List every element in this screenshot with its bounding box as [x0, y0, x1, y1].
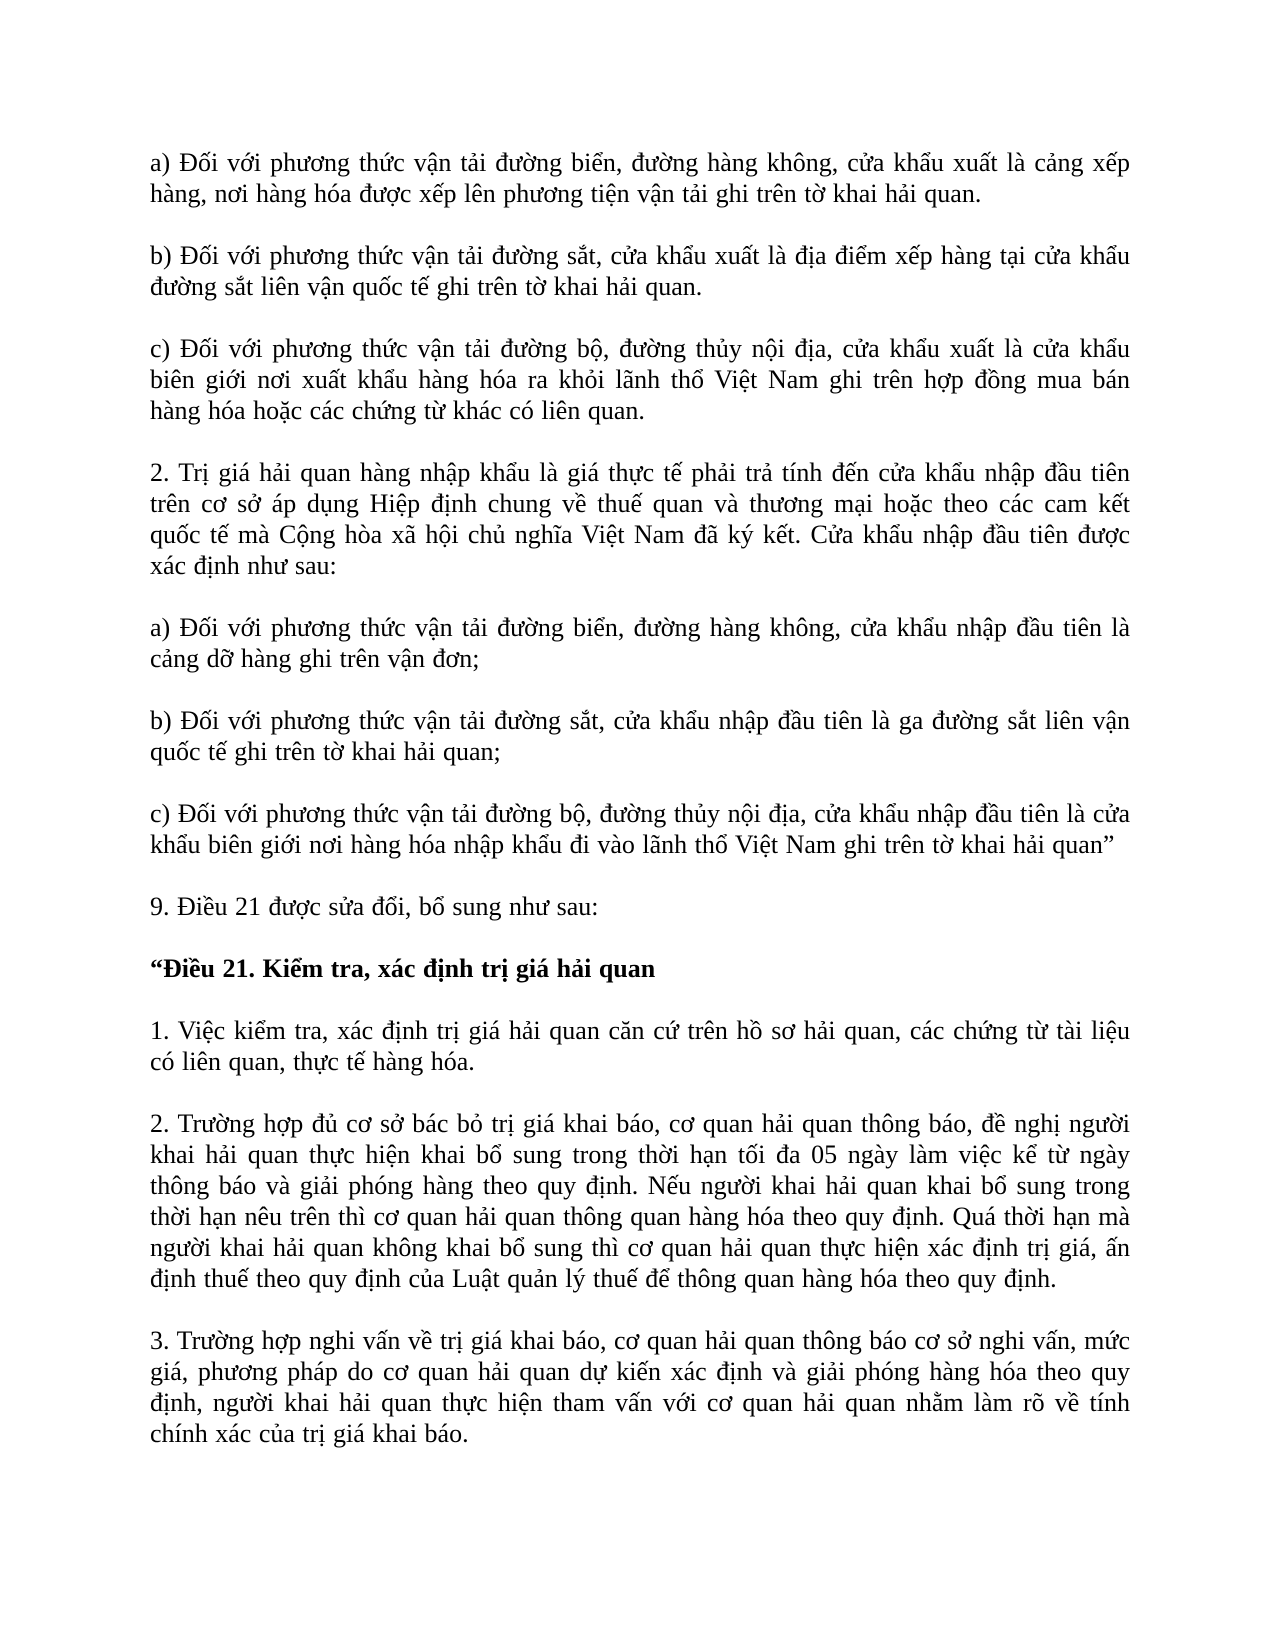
paragraph-point-b-export: b) Đối với phương thức vận tải đường sắt, cửa khẩu xuất là địa điểm xếp hàng tại cửa khẩu đường sắt liên vận quốc tế ghi trên tờ khai hải quan.: [150, 241, 1130, 301]
paragraph-article21-clause-1: 1. Việc kiểm tra, xác định trị giá hải quan căn cứ trên hồ sơ hải quan, các chứng từ tài liệu có liên quan, thực tế hàng hóa.: [150, 1016, 1130, 1076]
paragraph-point-c-export: c) Đối với phương thức vận tải đường bộ, đường thủy nội địa, cửa khẩu xuất là cửa khẩu biên giới nơi xuất khẩu hàng hóa ra khỏi lãnh thổ Việt Nam ghi trên hợp đồng mua bán hàng hóa hoặc các chứng từ khác có liên quan.: [150, 334, 1130, 425]
paragraph-item-9-intro: 9. Điều 21 được sửa đổi, bổ sung như sau:: [150, 892, 599, 921]
paragraph-article21-clause-3: 3. Trường hợp nghi vấn về trị giá khai báo, cơ quan hải quan thông báo cơ sở nghi vấn, mức giá, phương pháp do cơ quan hải quan dự kiến xác định và giải phóng hàng hóa theo quy định, người khai hải quan thực hiện tham vấn với cơ quan hải quan nhằm làm rõ về tính chính xác của trị giá khai báo.: [150, 1326, 1130, 1448]
paragraph-article21-clause-2: 2. Trường hợp đủ cơ sở bác bỏ trị giá khai báo, cơ quan hải quan thông báo, đề nghị người khai hải quan thực hiện khai bổ sung trong thời hạn tối đa 05 ngày làm việc kể từ ngày thông báo và giải phóng hàng theo quy định. Nếu người khai hải quan khai bổ sung trong thời hạn nêu trên thì cơ quan hải quan thông quan hàng hóa theo quy định. Quá thời hạn mà người khai hải quan không khai bổ sung thì cơ quan hải quan thực hiện xác định trị giá, ấn định thuế theo quy định của Luật quản lý thuế để thông quan hàng hóa theo quy định.: [150, 1109, 1130, 1293]
paragraph-point-a-import: a) Đối với phương thức vận tải đường biển, đường hàng không, cửa khẩu nhập đầu tiên là cảng dỡ hàng ghi trên vận đơn;: [150, 613, 1130, 673]
paragraph-point-a-export: a) Đối với phương thức vận tải đường biển, đường hàng không, cửa khẩu xuất là cảng xếp hàng, nơi hàng hóa được xếp lên phương tiện vận tải ghi trên tờ khai hải quan.: [150, 148, 1130, 208]
paragraph-point-b-import: b) Đối với phương thức vận tải đường sắt, cửa khẩu nhập đầu tiên là ga đường sắt liên vận quốc tế ghi trên tờ khai hải quan;: [150, 706, 1130, 766]
section-heading-article-21: “Điều 21. Kiểm tra, xác định trị giá hải quan: [150, 954, 656, 983]
paragraph-point-c-import: c) Đối với phương thức vận tải đường bộ, đường thủy nội địa, cửa khẩu nhập đầu tiên là cửa khẩu biên giới nơi hàng hóa nhập khẩu đi vào lãnh thổ Việt Nam ghi trên tờ khai hải quan”: [150, 799, 1130, 859]
paragraph-clause-2-import-value: 2. Trị giá hải quan hàng nhập khẩu là giá thực tế phải trả tính đến cửa khẩu nhập đầu tiên trên cơ sở áp dụng Hiệp định chung về thuế quan và thương mại hoặc theo các cam kết quốc tế mà Cộng hòa xã hội chủ nghĩa Việt Nam đã ký kết. Cửa khẩu nhập đầu tiên được xác định như sau:: [150, 458, 1130, 580]
